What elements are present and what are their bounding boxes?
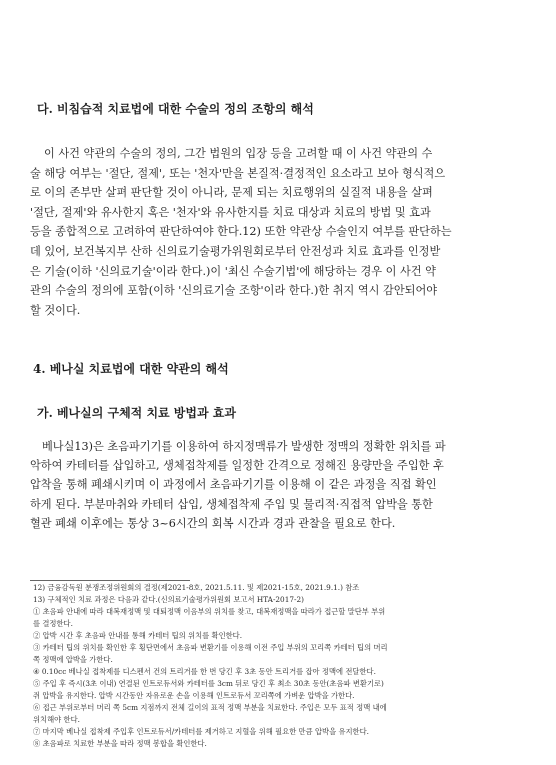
footnote-line: ⑤ 주입 후 즉시(3초 이내) 연결된 인트로듀서와 카테터를 3cm 뒤로 당긴 후 최소 30초 동안(초음파 변환기로) <box>33 679 384 688</box>
paragraph-line: 이 사건 약관의 수술의 정의, 그간 법원의 입장 등을 고려할 때 이 사건 약관의 수 <box>44 147 433 160</box>
section-heading: 다. 비침습적 치료법에 대한 수술의 정의 조항의 해석 <box>37 102 314 116</box>
paragraph-line: 등을 종합적으로 고려하여 판단하여야 한다.12) 또한 약관상 수술인지 여부를 판단하는 <box>30 225 452 239</box>
paragraph-line: 악하여 카테터를 삽입하고, 생체접착제를 일정한 간격으로 정해진 용량만을 주입한 후 <box>30 459 444 473</box>
footnote-line: 12) 금융감독원 분쟁조정위원회의 결정(제2021-8호, 2021.5.11. 및 제2021-15호, 2021.9.1.) 참조 <box>33 583 360 592</box>
footnote-line: ③ 카테터 팁의 위치를 확인한 후 횡단면에서 초음파 변환기를 이용해 이전 주입 부위의 꼬리쪽 카테터 팁의 머리 <box>33 643 388 652</box>
paragraph-line: 은 기술(이하 '신의료기술'이라 한다.)이 '최신 수술기법'에 해당하는 경우 이 사건 약 <box>30 264 436 278</box>
paragraph-line: 혈관 폐쇄 이후에는 통상 3~6시간의 회복 시간과 경과 관찰을 필요로 한다. <box>30 516 396 530</box>
paragraph-line: 압착을 통해 폐쇄시키며 이 과정에서 초음파기기를 이용해 이 같은 과정을 직접 확인 <box>30 478 437 492</box>
footnote-line: ① 초음파 안내에 따라 대복재정맥 및 대퇴정맥 이음부의 위치를 찾고, 대복재정맥을 따라가 접근할 말단부 부위 <box>33 607 386 616</box>
footnote-divider <box>30 580 190 581</box>
footnote-line: ⑦ 마지막 베나실 접착제 주입후 인트로듀서/카테터를 제거하고 지혈을 위해 필요한 만큼 압박을 유지한다. <box>33 727 369 736</box>
footnotes <box>33 582 533 750</box>
paragraph-line: 데 있어, 보건복지부 산하 신의료기술평가위원회로부터 안전성과 치료 효과를 인정받 <box>30 244 441 258</box>
paragraph-line: 베나실13)은 초음파기기를 이용하여 하지정맥류가 발생한 정맥의 정확한 위치를 파 <box>42 440 446 453</box>
footnote-line: 쥐 압박을 유지한다. 압박 시간동안 자유로운 손을 이용해 인트로듀서 꼬리쪽에 가벼운 압박을 가한다. <box>33 691 355 700</box>
paragraph-line: 술 해당 여부는 '절단, 절제', 또는 '천자'만을 본질적·결정적인 요소라고 보아 형식적으 <box>30 166 446 180</box>
footnote-line: 위치해야 한다. <box>33 715 80 724</box>
footnote-line: ⑧ 초음파로 치료한 부분을 따라 정맥 봉합을 확인한다. <box>33 739 207 748</box>
paragraph-line: 관의 수술의 정의에 포함(이하 '신의료기술 조항'이라 한다.)한 취지 역시 감안되어야 <box>30 284 438 298</box>
footnote-line: ④ 0.10cc 베나실 접착제를 디스펜서 건의 트리거를 한 번 당긴 후 3초 동안 트리거를 잡아 정맥에 전달한다. <box>33 667 376 676</box>
paragraph-line: 하게 된다. 부분마취와 카테터 삽입, 생체접착제 주입 및 물리적·직접적 압박을 통한 <box>30 497 433 511</box>
paragraph-line: 할 것이다. <box>30 303 81 317</box>
paragraph-line: 로 이의 존부만 살펴 판단할 것이 아니라, 문제 되는 치료행위의 실질적 내용을 살펴 <box>30 186 433 200</box>
footnote-line: 쪽 정맥에 압박을 가한다. <box>33 655 113 664</box>
chapter-heading: 4. 베나실 치료법에 대한 약관의 해석 <box>33 362 229 376</box>
footnote-line: 13) 구체적인 치료 과정은 다음과 같다.(신의료기술평가위원회 보고서 HTA-2017-2) <box>33 595 304 604</box>
paragraph-line: '절단, 절제'와 유사한지 혹은 '천자'와 유사한지를 치료 대상과 치료의 방법 및 효과 <box>30 205 431 219</box>
footnote-line: ② 압박 시간 후 초음파 안내를 통해 카테터 팁의 위치를 확인한다. <box>33 631 243 640</box>
footnote-line: ⑥ 접근 부위로부터 머리 쪽 5cm 지점까지 전체 길이의 표적 정맥 부분을 치료한다. 주입은 모두 표적 정맥 내에 <box>33 703 387 712</box>
body-paragraph-2 <box>30 437 526 533</box>
body-paragraph-1 <box>30 144 526 320</box>
footnote-line: 를 결정한다. <box>33 619 73 628</box>
subsection-heading: 가. 베나실의 구체적 치료 방법과 효과 <box>37 406 236 420</box>
